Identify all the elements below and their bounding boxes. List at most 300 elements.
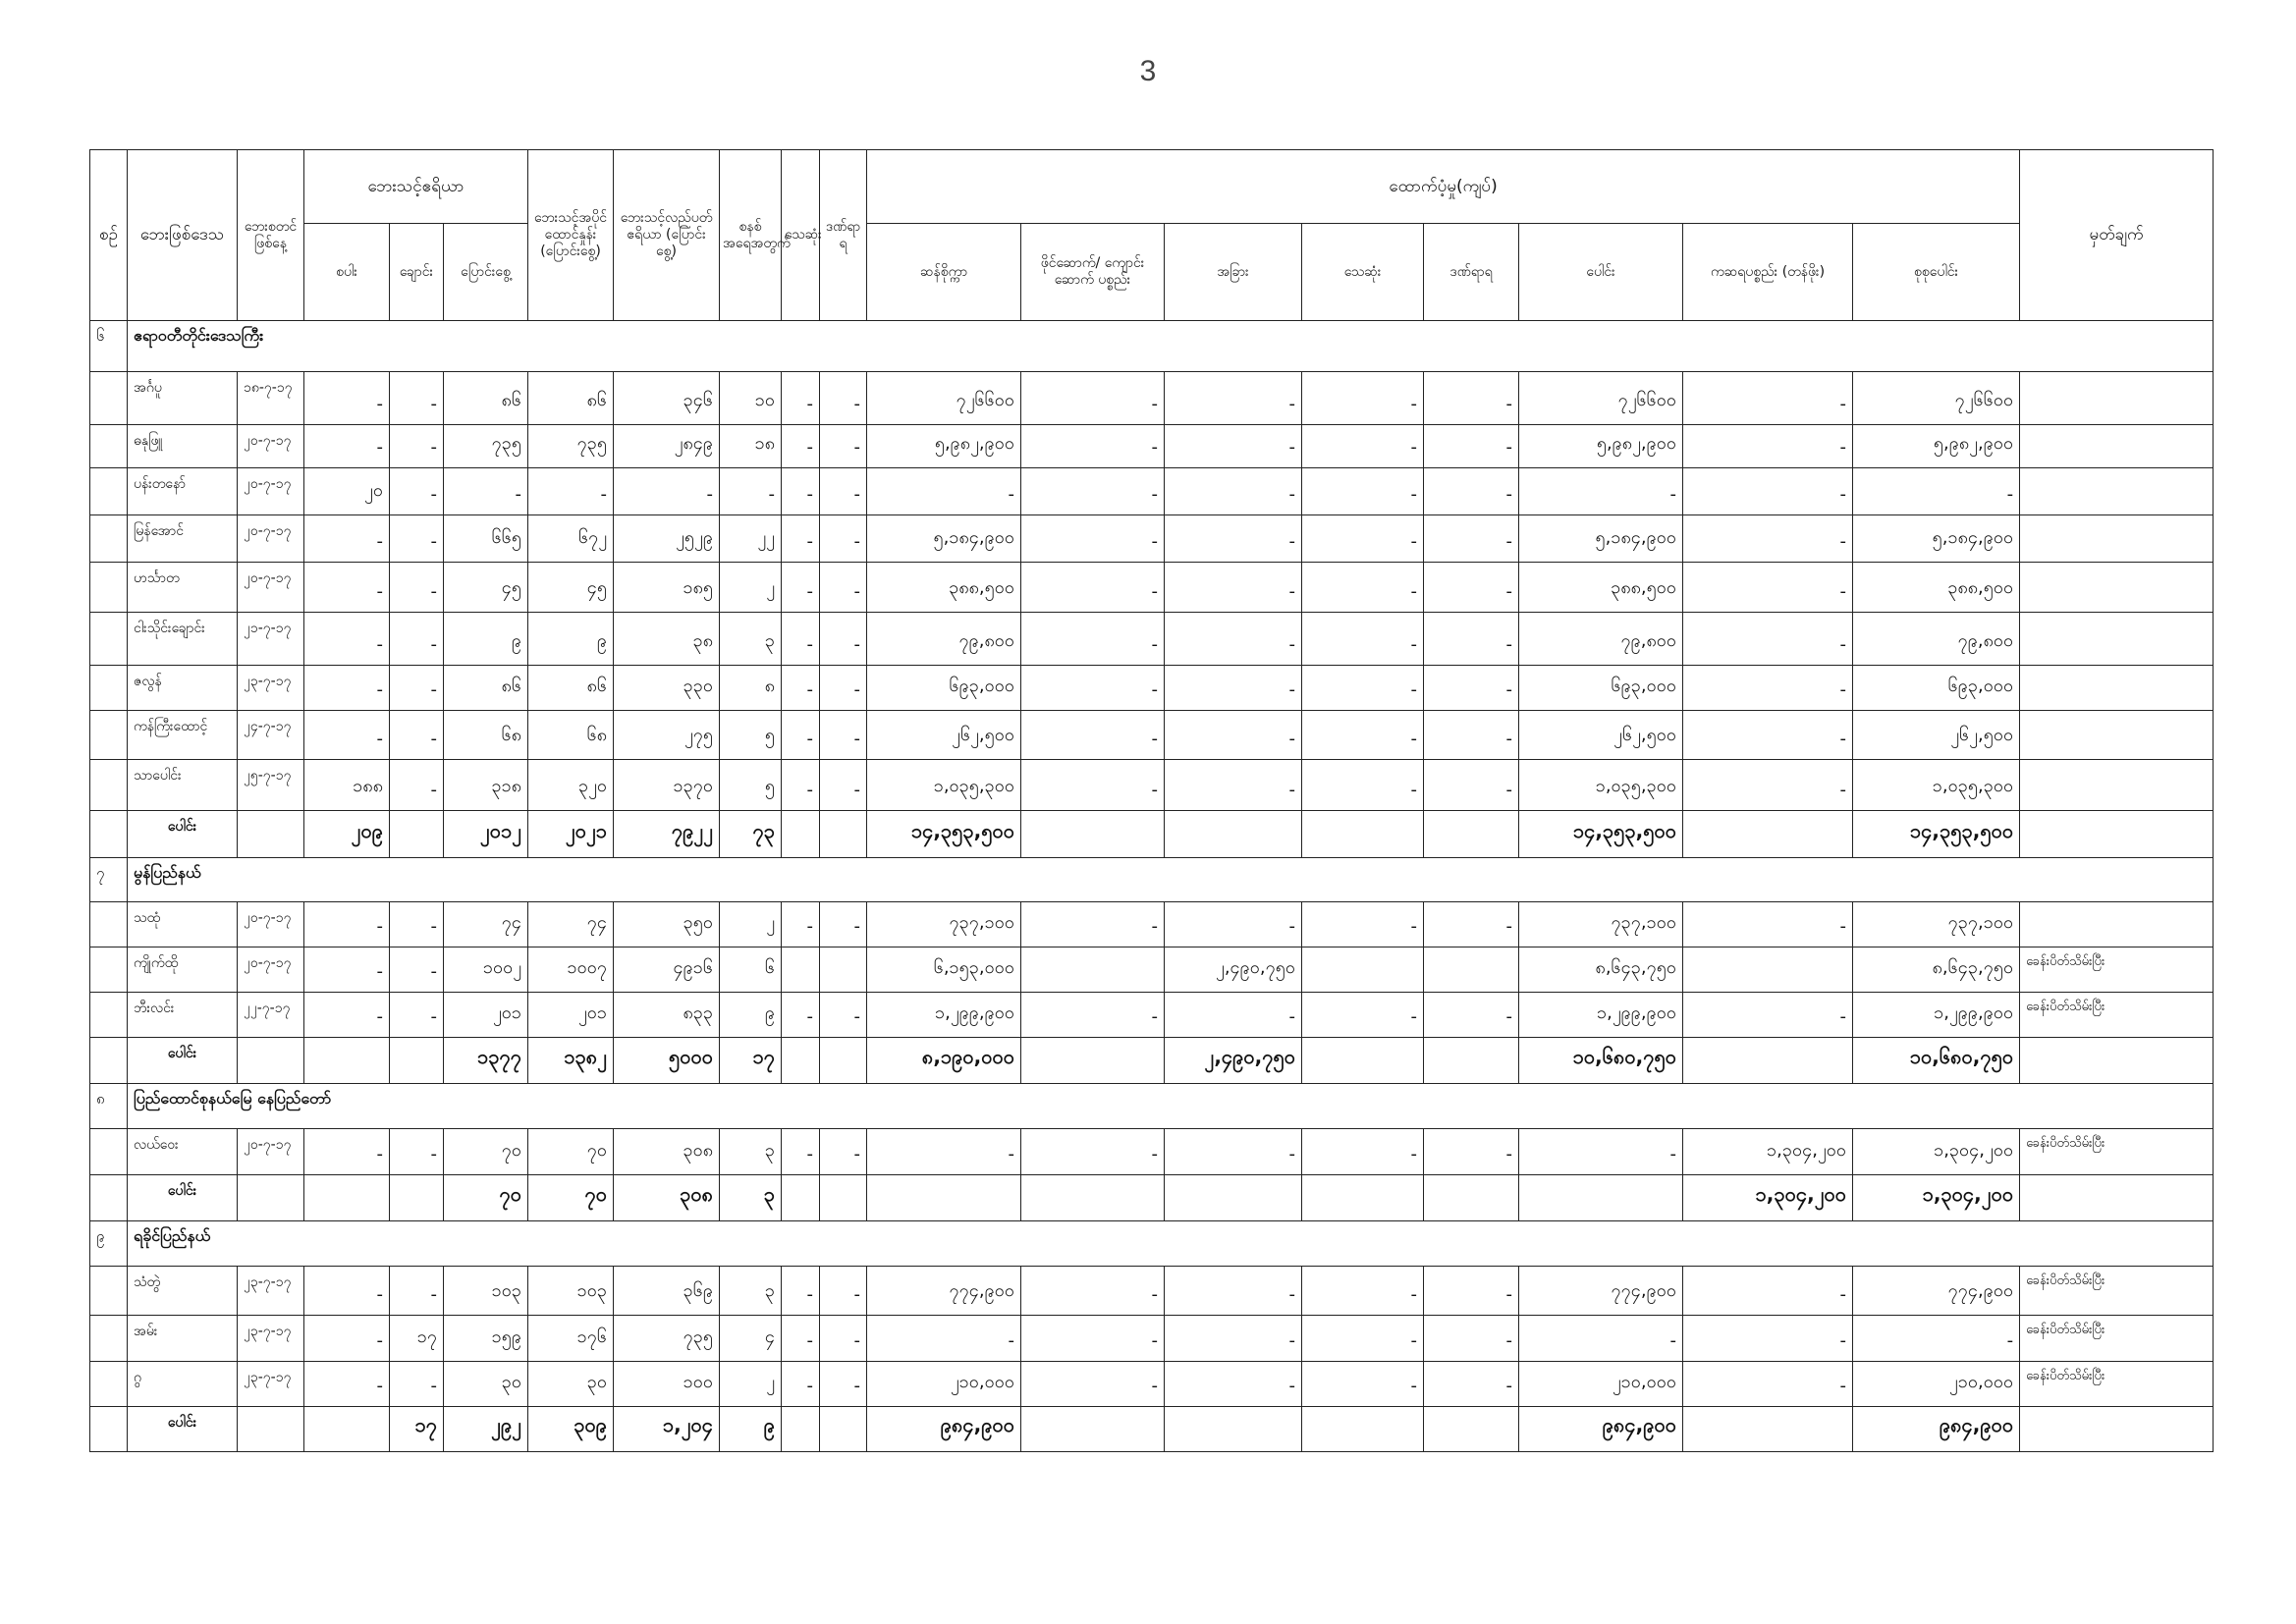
value-cell: ၃၈၈,၅၀၀: [1853, 563, 2020, 613]
value-cell: -: [1165, 1362, 1302, 1407]
page-number: 3: [1139, 55, 1157, 87]
value-cell: ၅: [720, 711, 782, 760]
value-cell: ၇၃၇,၁၀၀: [1853, 902, 2020, 947]
value-cell: -: [867, 1316, 1021, 1362]
value-cell: -: [390, 425, 444, 468]
section-header: [90, 858, 2214, 902]
header-region: ဘေးဖြစ်ဒေသ: [128, 150, 238, 321]
value-cell: -: [720, 468, 782, 515]
value-cell: ၁,၀၃၅,၃၀၀: [1853, 760, 2020, 811]
header-quality: ကဆရပစ္စည်း (တန်ဖိုး): [1683, 224, 1853, 321]
value-cell: ၃၀၉: [528, 1407, 614, 1452]
value-cell: ၆၈: [444, 711, 528, 760]
value-cell: -: [304, 372, 390, 425]
value-cell: -: [390, 711, 444, 760]
value-cell: -: [1424, 1316, 1519, 1362]
value-cell: [782, 947, 820, 993]
value-cell: ၃၁၈: [444, 760, 528, 811]
value-cell: -: [1424, 993, 1519, 1038]
value-cell: -: [1683, 372, 1853, 425]
value-cell: -: [1165, 563, 1302, 613]
value-cell: ၈,၆၄၃,၇၅၀: [1853, 947, 2020, 993]
value-cell: -: [1302, 1316, 1424, 1362]
value-cell: -: [782, 425, 820, 468]
value-cell: [782, 1407, 820, 1452]
value-cell: -: [390, 613, 444, 666]
seq-cell: [90, 1038, 128, 1084]
value-cell: -: [304, 515, 390, 563]
value-cell: -: [1424, 1267, 1519, 1316]
value-cell: -: [1021, 515, 1165, 563]
value-cell: ၁,၃၀၄,၂၀၀: [1683, 1175, 1853, 1221]
seq-cell: [90, 372, 128, 425]
region-name: ကျိုက်ထို: [128, 947, 238, 993]
value-cell: ၂၀၁၂: [444, 811, 528, 858]
header-sum: ပေါင်း: [1519, 224, 1683, 321]
value-cell: ၇၀: [528, 1129, 614, 1175]
value-cell: ၁၀: [720, 372, 782, 425]
total-row: [90, 1407, 2214, 1452]
value-cell: [820, 1175, 867, 1221]
region-name: ဓနုဖြူ: [128, 425, 238, 468]
header-losses: ထောက်ပံ့မှု(ကျပ်): [867, 150, 2020, 224]
remark-cell: [2020, 711, 2214, 760]
value-cell: ၆၉၃,၀၀၀: [867, 666, 1021, 711]
value-cell: -: [304, 613, 390, 666]
value-cell: ၂၉၂: [444, 1407, 528, 1452]
value-cell: -: [1021, 666, 1165, 711]
value-cell: ၃၈: [614, 613, 720, 666]
seq-cell: [90, 666, 128, 711]
remark-cell: ခေန်းပိတ်သိမ်းပြီး: [2020, 1267, 2214, 1316]
value-cell: -: [782, 902, 820, 947]
value-cell: -: [1165, 760, 1302, 811]
seq-cell: [90, 1362, 128, 1407]
value-cell: ၁၃၇၇: [444, 1038, 528, 1084]
remark-cell: ခေန်းပိတ်သိမ်းပြီး: [2020, 993, 2214, 1038]
table-row: [90, 563, 2214, 613]
value-cell: -: [390, 760, 444, 811]
value-cell: -: [528, 468, 614, 515]
value-cell: -: [1424, 563, 1519, 613]
value-cell: ၈၆: [528, 666, 614, 711]
value-cell: ၃: [720, 1175, 782, 1221]
table-row: [90, 1267, 2214, 1316]
header-grand-total: စုစုပေါင်း: [1853, 224, 2020, 321]
value-cell: ၇၉,၈၀၀: [1853, 613, 2020, 666]
value-cell: -: [1424, 711, 1519, 760]
region-name: အမ်း: [128, 1316, 238, 1362]
value-cell: ၃: [720, 1267, 782, 1316]
value-cell: [1424, 1175, 1519, 1221]
seq-cell: [90, 947, 128, 993]
value-cell: -: [390, 902, 444, 947]
value-cell: ၅,၁၈၄,၉၀၀: [1853, 515, 2020, 563]
region-name: ဘီးလင်း: [128, 993, 238, 1038]
value-cell: -: [304, 1316, 390, 1362]
value-cell: -: [390, 468, 444, 515]
value-cell: [1021, 1038, 1165, 1084]
header-households: စနစ်အရေအတွက်: [720, 150, 782, 321]
value-cell: [867, 1175, 1021, 1221]
value-cell: -: [1021, 1362, 1165, 1407]
value-cell: -: [1302, 902, 1424, 947]
value-cell: ၉၈၄,၉၀၀: [1853, 1407, 2020, 1452]
value-cell: ၁၇၆: [528, 1316, 614, 1362]
value-cell: -: [304, 563, 390, 613]
value-cell: ၇၄: [444, 902, 528, 947]
value-cell: -: [304, 993, 390, 1038]
value-cell: ၁၀၀၇: [528, 947, 614, 993]
value-cell: [1302, 1038, 1424, 1084]
value-cell: -: [820, 613, 867, 666]
value-cell: -: [1519, 468, 1683, 515]
value-cell: ၄၉၁၆: [614, 947, 720, 993]
value-cell: ၁၃၈၂: [528, 1038, 614, 1084]
total-row: [90, 1175, 2214, 1221]
region-name: ကန်ကြီးထောင့်: [128, 711, 238, 760]
value-cell: -: [1683, 993, 1853, 1038]
value-cell: ၁၈၅: [614, 563, 720, 613]
value-cell: -: [1853, 468, 2020, 515]
remark-cell: [2020, 760, 2214, 811]
value-cell: -: [1165, 515, 1302, 563]
value-cell: ၇၃၅: [614, 1316, 720, 1362]
value-cell: [1165, 1407, 1302, 1452]
value-cell: ၅,၉၈၂,၉၀၀: [1853, 425, 2020, 468]
table-row: [90, 1129, 2214, 1175]
value-cell: ၁,၂၀၄: [614, 1407, 720, 1452]
value-cell: [1424, 1038, 1519, 1084]
value-cell: -: [867, 1129, 1021, 1175]
value-cell: [1165, 1175, 1302, 1221]
value-cell: ၂၂: [720, 515, 782, 563]
value-cell: [820, 1407, 867, 1452]
value-cell: -: [1021, 425, 1165, 468]
date-cell: ၂၀-၇-၁၇: [238, 515, 304, 563]
value-cell: -: [782, 1129, 820, 1175]
value-cell: -: [1683, 1316, 1853, 1362]
value-cell: -: [1021, 902, 1165, 947]
value-cell: [390, 1038, 444, 1084]
value-cell: ၇၇၄,၉၀၀: [1519, 1267, 1683, 1316]
table-row: [90, 760, 2214, 811]
date-cell: ၂၀-၇-၁၇: [238, 1129, 304, 1175]
value-cell: -: [1683, 1362, 1853, 1407]
value-cell: -: [1424, 515, 1519, 563]
value-cell: -: [1021, 1267, 1165, 1316]
value-cell: [304, 1175, 390, 1221]
value-cell: ၂၀၁: [444, 993, 528, 1038]
seq-cell: [90, 1175, 128, 1221]
table-row: [90, 1362, 2214, 1407]
value-cell: -: [390, 372, 444, 425]
section-header: [90, 321, 2214, 372]
date-cell: ၂၃-၇-၁၇: [238, 1316, 304, 1362]
value-cell: ၇၃၅: [444, 425, 528, 468]
value-cell: ၉: [444, 613, 528, 666]
value-cell: [782, 1175, 820, 1221]
value-cell: -: [820, 993, 867, 1038]
header-seq: စဉ်: [90, 150, 128, 321]
section-header: [90, 1084, 2214, 1129]
value-cell: -: [1424, 613, 1519, 666]
value-cell: -: [1302, 425, 1424, 468]
total-label: ပေါင်း: [128, 1407, 238, 1452]
value-cell: -: [820, 1362, 867, 1407]
value-cell: [1424, 947, 1519, 993]
table-row: [90, 372, 2214, 425]
value-cell: -: [867, 468, 1021, 515]
value-cell: -: [1302, 563, 1424, 613]
value-cell: -: [820, 372, 867, 425]
table-row: [90, 1316, 2214, 1362]
value-cell: ၁,၀၃၅,၃၀၀: [867, 760, 1021, 811]
value-cell: -: [1021, 711, 1165, 760]
value-cell: ၁၃၇၀: [614, 760, 720, 811]
seq-cell: [90, 711, 128, 760]
value-cell: ၂၆၂,၅၀၀: [1853, 711, 2020, 760]
value-cell: ၃၀၈: [614, 1175, 720, 1221]
value-cell: ၄: [720, 1316, 782, 1362]
value-cell: ၈၆: [444, 666, 528, 711]
value-cell: ၅,၉၈၂,၉၀၀: [867, 425, 1021, 468]
date-cell: ၂၃-၇-၁၇: [238, 666, 304, 711]
value-cell: -: [820, 563, 867, 613]
total-label: ပေါင်း: [128, 1038, 238, 1084]
seq-cell: [90, 760, 128, 811]
value-cell: -: [1683, 902, 1853, 947]
value-cell: -: [1424, 760, 1519, 811]
value-cell: ၇၉,၈၀၀: [867, 613, 1021, 666]
value-cell: -: [1519, 1316, 1683, 1362]
value-cell: -: [782, 515, 820, 563]
seq-cell: [90, 515, 128, 563]
value-cell: ၅,၁၈၄,၉၀၀: [1519, 515, 1683, 563]
value-cell: [1021, 1407, 1165, 1452]
region-name: လယ်ဝေး: [128, 1129, 238, 1175]
value-cell: ၆: [720, 947, 782, 993]
date-cell: ၂၀-၇-၁၇: [238, 563, 304, 613]
section-index: ၉: [90, 1221, 128, 1267]
value-cell: ၇၀: [444, 1129, 528, 1175]
value-cell: ၁,၂၉၉,၉၀၀: [1853, 993, 2020, 1038]
value-cell: ၂၁၀,၀၀၀: [1519, 1362, 1683, 1407]
value-cell: ၂၇၅: [614, 711, 720, 760]
value-cell: ၂၀: [304, 468, 390, 515]
value-cell: ၂၆၂,၅၀၀: [867, 711, 1021, 760]
value-cell: -: [1021, 468, 1165, 515]
value-cell: -: [304, 1129, 390, 1175]
section-title: ရခိုင်ပြည်နယ်: [128, 1221, 2214, 1267]
date-cell: [238, 811, 304, 858]
value-cell: ၄၅: [444, 563, 528, 613]
value-cell: ၇၃: [720, 811, 782, 858]
section-index: ၈: [90, 1084, 128, 1129]
value-cell: -: [390, 947, 444, 993]
value-cell: ၆၉၃,၀၀၀: [1519, 666, 1683, 711]
value-cell: ၁,၃၀၄,၂၀၀: [1853, 1175, 2020, 1221]
value-cell: -: [1683, 425, 1853, 468]
value-cell: [304, 1407, 390, 1452]
value-cell: [1302, 1175, 1424, 1221]
value-cell: ၃၈၈,၅၀၀: [1519, 563, 1683, 613]
value-cell: -: [1683, 711, 1853, 760]
seq-cell: [90, 902, 128, 947]
value-cell: ၈: [720, 666, 782, 711]
value-cell: [1683, 947, 1853, 993]
seq-cell: [90, 468, 128, 515]
date-cell: [238, 1175, 304, 1221]
value-cell: [1021, 811, 1165, 858]
section-title: ပြည်ထောင်စုနယ်မြေ နေပြည်တော်: [128, 1084, 2214, 1129]
value-cell: -: [390, 1267, 444, 1316]
value-cell: [1683, 811, 1853, 858]
value-cell: -: [614, 468, 720, 515]
value-cell: -: [1683, 666, 1853, 711]
value-cell: ၁၅၉: [444, 1316, 528, 1362]
value-cell: ၂၀၉: [304, 811, 390, 858]
date-cell: ၁၈-၇-၁၇: [238, 372, 304, 425]
value-cell: ၇၉,၈၀၀: [1519, 613, 1683, 666]
seq-cell: [90, 811, 128, 858]
value-cell: ၈၃၃: [614, 993, 720, 1038]
header-remarks: မှတ်ချက်: [2020, 150, 2214, 321]
table-row: [90, 993, 2214, 1038]
value-cell: ၆,၁၅၃,၀၀၀: [867, 947, 1021, 993]
seq-cell: [90, 1267, 128, 1316]
table-row: [90, 515, 2214, 563]
value-cell: -: [1302, 711, 1424, 760]
date-cell: ၂၃-၇-၁၇: [238, 1267, 304, 1316]
total-label: ပေါင်း: [128, 1175, 238, 1221]
header-damaged: ဘေးသင့်အပိုင်ထောင်နှုန်း (ပြောင်းစွေ့): [528, 150, 614, 321]
header-affected-area: ဘေးသင့်ဧရိယာ: [304, 150, 528, 224]
value-cell: -: [1424, 666, 1519, 711]
value-cell: [782, 811, 820, 858]
value-cell: ၂၀၂၁: [528, 811, 614, 858]
value-cell: -: [782, 563, 820, 613]
value-cell: -: [1021, 1129, 1165, 1175]
seq-cell: [90, 1129, 128, 1175]
value-cell: -: [304, 1267, 390, 1316]
value-cell: -: [1302, 1129, 1424, 1175]
header-materials: ဖိုင်ဆောက်/ ကျောင်းဆောက် ပစ္စည်း: [1021, 224, 1165, 321]
value-cell: -: [782, 468, 820, 515]
value-cell: ၁၀၀: [614, 1362, 720, 1407]
seq-cell: [90, 613, 128, 666]
value-cell: ၇၃၇,၁၀၀: [867, 902, 1021, 947]
table-header: [90, 150, 2214, 321]
remark-cell: [2020, 515, 2214, 563]
seq-cell: [90, 993, 128, 1038]
value-cell: ၁,၂၉၉,၉၀၀: [867, 993, 1021, 1038]
header-food: အခြား: [1165, 224, 1302, 321]
remark-cell: [2020, 811, 2214, 858]
remark-cell: ခေန်းပိတ်သိမ်းပြီး: [2020, 1316, 2214, 1362]
value-cell: -: [782, 666, 820, 711]
value-cell: -: [820, 902, 867, 947]
value-cell: -: [1424, 468, 1519, 515]
date-cell: ၂၀-၇-၁၇: [238, 425, 304, 468]
value-cell: ၂၅၂၉: [614, 515, 720, 563]
value-cell: ၇၂၆၆၀၀: [1853, 372, 2020, 425]
table-row: [90, 425, 2214, 468]
value-cell: ၇၉၂၂: [614, 811, 720, 858]
remark-cell: ခေန်းပိတ်သိမ်းပြီး: [2020, 1362, 2214, 1407]
value-cell: -: [1302, 760, 1424, 811]
header-date: ဘေးစတင်ဖြစ်နေ့: [238, 150, 304, 321]
value-cell: ၂,၄၉၀,၇၅၀: [1165, 947, 1302, 993]
value-cell: -: [1021, 1316, 1165, 1362]
value-cell: ၇၂၆၆၀၀: [867, 372, 1021, 425]
total-label: ပေါင်း: [128, 811, 238, 858]
value-cell: -: [1021, 993, 1165, 1038]
value-cell: ၃၀: [444, 1362, 528, 1407]
value-cell: [1424, 1407, 1519, 1452]
value-cell: ၃၈၈,၅၀၀: [867, 563, 1021, 613]
value-cell: -: [304, 711, 390, 760]
value-cell: ၃: [720, 1129, 782, 1175]
value-cell: ၁၄,၃၅၃,၅၀၀: [1519, 811, 1683, 858]
value-cell: ၇၃၇,၁၀၀: [1519, 902, 1683, 947]
value-cell: -: [304, 1362, 390, 1407]
value-cell: [820, 947, 867, 993]
header-cotton: ချောင်း: [390, 224, 444, 321]
value-cell: ၃၀: [528, 1362, 614, 1407]
value-cell: -: [782, 1316, 820, 1362]
date-cell: [238, 1407, 304, 1452]
value-cell: -: [1424, 1362, 1519, 1407]
total-row: [90, 811, 2214, 858]
value-cell: -: [782, 711, 820, 760]
value-cell: -: [1021, 372, 1165, 425]
value-cell: -: [1165, 425, 1302, 468]
value-cell: [1302, 1407, 1424, 1452]
value-cell: -: [782, 993, 820, 1038]
value-cell: [1021, 947, 1165, 993]
value-cell: ၁,၂၉၉,၉၀၀: [1519, 993, 1683, 1038]
date-cell: ၂၅-၇-၁၇: [238, 760, 304, 811]
header-total-acres: ပြောင်းစွေ့: [444, 224, 528, 321]
value-cell: -: [1165, 613, 1302, 666]
seq-cell: [90, 1407, 128, 1452]
total-row: [90, 1038, 2214, 1084]
value-cell: ၂: [720, 902, 782, 947]
value-cell: ၉: [720, 1407, 782, 1452]
value-cell: [1683, 1407, 1853, 1452]
section-index: ၇: [90, 858, 128, 902]
value-cell: ၉၈၄,၉၀၀: [867, 1407, 1021, 1452]
value-cell: ၁,၃၀၄,၂၀၀: [1853, 1129, 2020, 1175]
value-cell: -: [1302, 1267, 1424, 1316]
value-cell: -: [1021, 613, 1165, 666]
value-cell: -: [1165, 372, 1302, 425]
value-cell: -: [1302, 613, 1424, 666]
value-cell: -: [304, 425, 390, 468]
value-cell: ၃၂၀: [528, 760, 614, 811]
value-cell: -: [1302, 1362, 1424, 1407]
section-header: [90, 1221, 2214, 1267]
value-cell: ၂: [720, 1362, 782, 1407]
value-cell: ၈၆: [528, 372, 614, 425]
value-cell: ၁၀၃: [444, 1267, 528, 1316]
value-cell: -: [1165, 1316, 1302, 1362]
region-name: ငါးသိုင်းချောင်း: [128, 613, 238, 666]
value-cell: -: [304, 902, 390, 947]
value-cell: -: [390, 1129, 444, 1175]
value-cell: -: [782, 372, 820, 425]
